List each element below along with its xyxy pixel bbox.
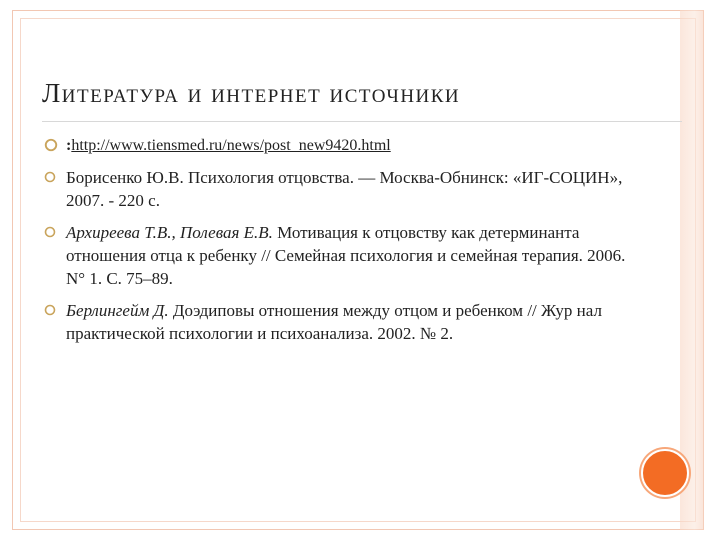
reference-list: [42, 134, 642, 345]
reference-text: Доэдиповы отношения между отцом и ребенком // Жур нал практической психологии и психоанализа. 2002. № 2.: [66, 301, 602, 343]
reference-text: Борисенко Ю.В. Психология отцовства. — Москва-Обнинск: «ИГ-СОЦИН», 2007. - 220 с.: [66, 168, 623, 210]
circle-bullet-icon: [44, 138, 58, 152]
reference-author: Архиреева Т.В., Полевая Е.В.: [66, 223, 273, 242]
circle-bullet-icon: [44, 226, 56, 238]
list-item: [42, 299, 642, 345]
reference-author: Берлингейм Д.: [66, 301, 169, 320]
title-divider: [42, 121, 682, 122]
reference-text: Мотивация к отцовству как детерминанта отношения отца к ребенку // Семейная психология и семейная терапия. 2006. N° 1. С. 75–89.: [66, 223, 626, 288]
side-decor-band: [680, 10, 704, 530]
list-item: [42, 221, 642, 290]
link-prefix: :: [66, 137, 72, 154]
circle-bullet-icon: [44, 171, 56, 183]
slide-title: Литература и интернет источники: [42, 78, 461, 108]
reference-link[interactable]: http://www.tiensmed.ru/news/post_new9420.html: [71, 137, 391, 154]
list-item: [42, 134, 642, 157]
circle-bullet-icon: [44, 304, 56, 316]
orange-circle-icon: [641, 449, 689, 497]
list-item: [42, 166, 642, 212]
